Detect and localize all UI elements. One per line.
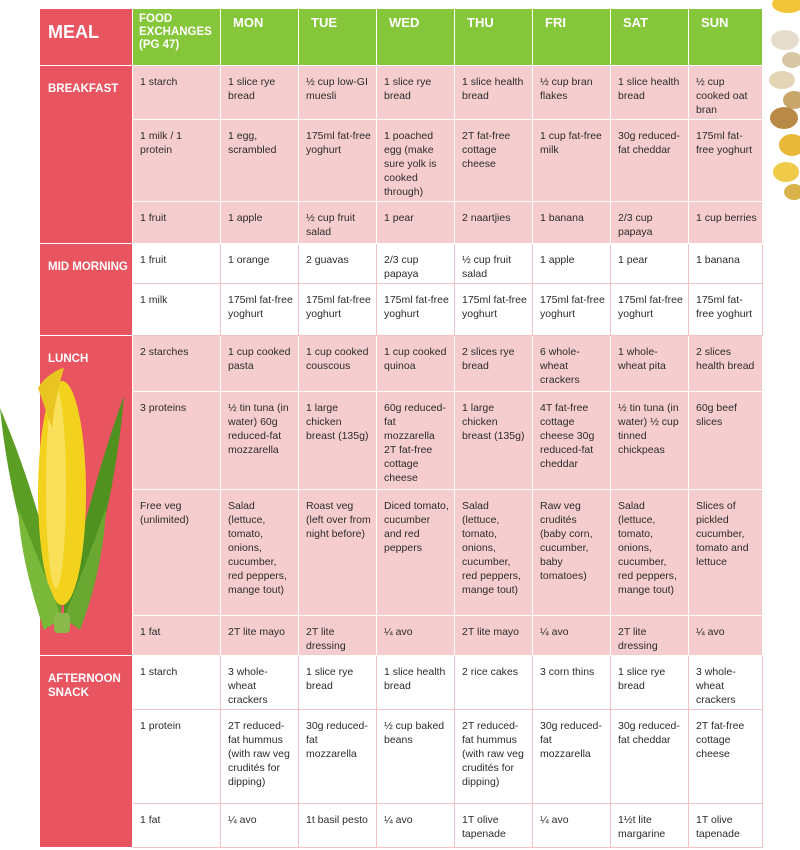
meal-column-header: MEAL [40,9,133,66]
table-row [40,66,763,120]
table-cell: 1 cup cooked pasta [221,336,299,392]
table-cell: 3 corn thins [533,656,611,710]
table-cell: 1 slice rye bread [611,656,689,710]
day-header-fri: FRI [533,9,611,66]
food-exchange-cell: 1 milk [133,284,221,336]
table-cell: 175ml fat-free yoghurt [689,284,763,336]
table-cell: 175ml fat-free yoghurt [299,120,377,202]
table-row [40,336,763,392]
food-exchanges-column-header: FOOD EXCHANGES (PG 47) [133,9,221,66]
table-row [40,490,763,616]
day-header-sat: SAT [611,9,689,66]
table-cell: Salad (lettuce, tomato, onions, cucumber, red peppers, mange tout) [221,490,299,616]
table-cell: ½ cup low-GI muesli [299,66,377,120]
table-cell: 2 slices rye bread [455,336,533,392]
day-header-mon: MON [221,9,299,66]
table-cell: ¼ avo [377,616,455,656]
table-cell: 4T fat-free cottage cheese 30g reduced-fat cheddar [533,392,611,490]
table-cell: 2T lite dressing [611,616,689,656]
table-cell: 1 cup berries [689,202,763,244]
meal-label-afternoon-snack: AFTERNOON SNACK [40,656,133,848]
table-cell: 2T reduced-fat hummus (with raw veg crudités for dipping) [221,710,299,804]
table-cell: 2T reduced-fat hummus (with raw veg crudités for dipping) [455,710,533,804]
food-exchange-cell: 1 milk / 1 protein [133,120,221,202]
table-cell: 1 large chicken breast (135g) [299,392,377,490]
table-cell: 1½t lite margarine [611,804,689,848]
table-cell: 1T olive tapenade [689,804,763,848]
table-cell: Slices of pickled cucumber, tomato and lettuce [689,490,763,616]
table-cell: Diced tomato, cucumber and red peppers [377,490,455,616]
table-cell: 175ml fat-free yoghurt [533,284,611,336]
food-exchange-cell: 1 starch [133,656,221,710]
table-cell: 2 naartjies [455,202,533,244]
table-cell: 2T lite dressing [299,616,377,656]
table-cell: ¼ avo [377,804,455,848]
table-cell: 1 slice rye bread [299,656,377,710]
meal-plan-table [39,8,763,848]
table-cell: 1 slice rye bread [377,66,455,120]
table-cell: 2T fat-free cottage cheese [689,710,763,804]
table-cell: ½ cup cooked oat bran [689,66,763,120]
cereal-flakes-icon [760,0,800,200]
table-cell: 1T olive tapenade [455,804,533,848]
table-cell: 2T lite mayo [455,616,533,656]
table-cell: ½ cup bran flakes [533,66,611,120]
table-cell: ½ tin tuna (in water) ½ cup tinned chickpeas [611,392,689,490]
table-cell: 1t basil pesto [299,804,377,848]
table-cell: 30g reduced-fat cheddar [611,710,689,804]
table-cell: 60g beef slices [689,392,763,490]
table-cell: 1 egg, scrambled [221,120,299,202]
table-cell: 175ml fat-free yoghurt [689,120,763,202]
table-cell: 1 whole-wheat pita [611,336,689,392]
table-cell: 1 pear [611,244,689,284]
food-exchange-cell: 3 proteins [133,392,221,490]
table-cell: 60g reduced-fat mozzarella 2T fat-free cottage cheese [377,392,455,490]
table-cell: 1 banana [689,244,763,284]
table-row [40,120,763,202]
table-cell: 1 apple [533,244,611,284]
table-cell: 2 guavas [299,244,377,284]
day-header-thu: THU [455,9,533,66]
cereal-flakes-decoration [760,0,800,200]
table-cell: 1 apple [221,202,299,244]
table-cell: 1 pear [377,202,455,244]
table-row [40,656,763,710]
table-row [40,244,763,284]
table-row [40,284,763,336]
table-cell: 2/3 cup papaya [611,202,689,244]
table-cell: 3 whole-wheat crackers [689,656,763,710]
day-header-tue: TUE [299,9,377,66]
table-cell: ¼ avo [689,616,763,656]
table-cell: 6 whole-wheat crackers [533,336,611,392]
corn-decoration [0,368,125,638]
table-cell: 1 cup fat-free milk [533,120,611,202]
food-exchange-cell: 1 fruit [133,202,221,244]
table-cell: ¼ avo [533,616,611,656]
table-cell: 30g reduced-fat mozzarella [533,710,611,804]
day-header-sun: SUN [689,9,763,66]
table-cell: 1 orange [221,244,299,284]
table-cell: 3 whole-wheat crackers [221,656,299,710]
table-cell: 175ml fat-free yoghurt [299,284,377,336]
table-cell: 1 slice health bread [455,66,533,120]
food-exchange-cell: 1 protein [133,710,221,804]
meal-label-lunch: LUNCH [40,336,133,656]
table-cell: 30g reduced-fat cheddar [611,120,689,202]
table-cell: 30g reduced-fat mozzarella [299,710,377,804]
table-cell: Salad (lettuce, tomato, onions, cucumber, red peppers, mange tout) [455,490,533,616]
food-exchange-cell: 1 fat [133,616,221,656]
table-cell: 1 poached egg (make sure yolk is cooked through) [377,120,455,202]
table-row [40,804,763,848]
food-exchange-cell: 1 fruit [133,244,221,284]
table-cell: 1 cup cooked couscous [299,336,377,392]
table-cell: Raw veg crudités (baby corn, cucumber, baby tomatoes) [533,490,611,616]
table-cell: Salad (lettuce, tomato, onions, cucumber, red peppers, mange tout) [611,490,689,616]
food-exchange-cell: 1 starch [133,66,221,120]
header-row [40,9,763,66]
table-cell: 175ml fat-free yoghurt [221,284,299,336]
table-row [40,202,763,244]
table-row [40,616,763,656]
table-cell: 1 slice health bread [377,656,455,710]
table-cell: 1 slice health bread [611,66,689,120]
table-row [40,392,763,490]
table-cell: 1 banana [533,202,611,244]
table-cell: ½ tin tuna (in water) 60g reduced-fat mozzarella [221,392,299,490]
food-exchange-cell: 2 starches [133,336,221,392]
table-cell: 2/3 cup papaya [377,244,455,284]
day-header-wed: WED [377,9,455,66]
table-cell: 175ml fat-free yoghurt [377,284,455,336]
table-cell: ¼ avo [533,804,611,848]
food-exchange-cell: Free veg (unlimited) [133,490,221,616]
table-cell: 1 slice rye bread [221,66,299,120]
table-cell: 1 cup cooked quinoa [377,336,455,392]
table-cell: ¼ avo [221,804,299,848]
meal-label-mid-morning: MID MORNING [40,244,133,336]
table-cell: 175ml fat-free yoghurt [611,284,689,336]
table-cell: 1 large chicken breast (135g) [455,392,533,490]
table-cell: ½ cup fruit salad [455,244,533,284]
table-cell: ½ cup fruit salad [299,202,377,244]
corn-cob-icon [0,368,125,638]
table-cell: Roast veg (left over from night before) [299,490,377,616]
meal-label-breakfast: BREAKFAST [40,66,133,244]
table-cell: 2 slices health bread [689,336,763,392]
table-cell: 2T fat-free cottage cheese [455,120,533,202]
table-cell: 175ml fat-free yoghurt [455,284,533,336]
table-cell: 2 rice cakes [455,656,533,710]
table-cell: ½ cup baked beans [377,710,455,804]
food-exchange-cell: 1 fat [133,804,221,848]
table-cell: 2T lite mayo [221,616,299,656]
table-row [40,710,763,804]
